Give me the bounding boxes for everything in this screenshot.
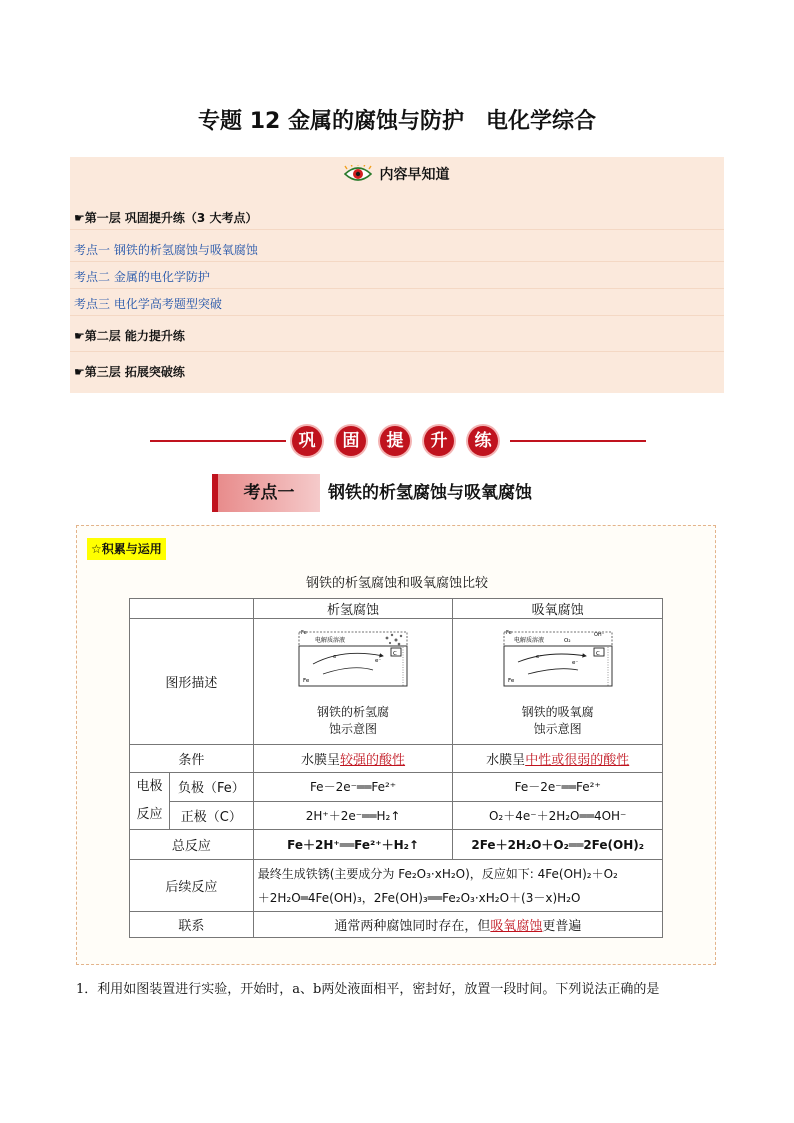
svg-text:Fe: Fe bbox=[301, 629, 307, 636]
svg-text:C: C bbox=[393, 650, 397, 657]
banner-char: 升 bbox=[424, 426, 454, 456]
positive-electrode-label: 正极（C） bbox=[169, 801, 253, 830]
oxygen-corrosion-diagram bbox=[498, 624, 618, 696]
svg-text:Fe: Fe bbox=[303, 677, 310, 684]
svg-text:e⁻: e⁻ bbox=[375, 657, 382, 664]
row-label-condition: 条件 bbox=[130, 745, 254, 773]
negative-hydrogen: Fe－2e⁻══Fe²⁺ bbox=[253, 773, 453, 802]
toc-point-3[interactable]: 考点三 电化学高考题型突破 bbox=[74, 297, 222, 311]
question-1: 1．利用如图装置进行实验，开始时，a、b两处液面相平，密封好，放置一段时间。下列说法正确的是 bbox=[76, 982, 660, 997]
section-banner bbox=[150, 424, 646, 458]
negative-electrode-label: 负极（Fe） bbox=[169, 773, 253, 802]
figure-hydrogen-cell bbox=[253, 619, 453, 745]
section-tag: 考点一 bbox=[212, 474, 320, 512]
comparison-table bbox=[129, 598, 663, 938]
figure-oxygen-cell bbox=[453, 619, 663, 745]
negative-oxygen: Fe－2e⁻══Fe²⁺ bbox=[453, 773, 663, 802]
table-caption: 钢铁的析氢腐蚀和吸氧腐蚀比较 bbox=[305, 576, 488, 591]
eye-icon bbox=[344, 165, 372, 183]
positive-oxygen: O₂＋4e⁻＋2H₂O══4OH⁻ bbox=[453, 801, 663, 830]
col-header-hydrogen: 析氢腐蚀 bbox=[253, 599, 453, 619]
contents-header-label: 内容早知道 bbox=[379, 166, 450, 183]
svg-text:Fe: Fe bbox=[507, 677, 514, 684]
knowledge-badge: ☆积累与运用 bbox=[87, 538, 166, 560]
contents-panel bbox=[70, 157, 724, 393]
svg-text:电解质溶液: 电解质溶液 bbox=[513, 636, 544, 644]
knowledge-box bbox=[76, 525, 716, 965]
banner-rule-left bbox=[150, 440, 286, 442]
document-title: 专题 12 金属的腐蚀与防护 电化学综合 bbox=[198, 109, 596, 134]
toc-point-2[interactable]: 考点二 金属的电化学防护 bbox=[74, 270, 210, 284]
contents-header bbox=[70, 163, 724, 184]
oxygen-corrosion-figure bbox=[498, 624, 618, 740]
condition-hydrogen: 水膜呈较强的酸性 bbox=[253, 745, 453, 773]
toc-layer-1[interactable]: ☛第一层 巩固提升练（3 大考点） bbox=[74, 211, 258, 225]
row-label-total: 总反应 bbox=[130, 830, 254, 860]
banner-char: 提 bbox=[380, 426, 410, 456]
section-heading bbox=[212, 474, 602, 512]
svg-text:OH⁻: OH⁻ bbox=[593, 631, 605, 638]
hydrogen-corrosion-figure bbox=[293, 624, 413, 740]
film-label: 电解质溶液 bbox=[315, 636, 346, 644]
toc-layer-2[interactable]: ☛第二层 能力提升练 bbox=[74, 329, 185, 343]
oxygen-figure-caption: 钢铁的吸氧腐蚀示意图 bbox=[521, 704, 594, 736]
condition-oxygen-emphasis: 中性或很弱的酸性 bbox=[525, 753, 630, 768]
banner-char: 固 bbox=[336, 426, 366, 456]
banner-rule-right bbox=[510, 440, 646, 442]
svg-text:e⁻: e⁻ bbox=[535, 653, 542, 660]
section-name: 钢铁的析氢腐蚀与吸氧腐蚀 bbox=[328, 483, 532, 503]
hydrogen-figure-caption: 钢铁的析氢腐蚀示意图 bbox=[317, 704, 390, 736]
positive-hydrogen: 2H⁺＋2e⁻══H₂↑ bbox=[253, 801, 453, 830]
row-label-figure: 图形描述 bbox=[130, 619, 254, 745]
svg-text:C: C bbox=[595, 650, 600, 657]
row-label-link: 联系 bbox=[130, 912, 254, 938]
follow-reaction: 最终生成铁锈(主要成分为 Fe₂O₃·xH₂O)，反应如下: 4Fe(OH)₂＋O₂ ＋2H₂O═4Fe(OH)₃，2Fe(OH)₃══Fe₂O₃·xH₂O＋(3－x)H₂O bbox=[253, 860, 662, 912]
condition-hydrogen-emphasis: 较强的酸性 bbox=[340, 753, 406, 768]
svg-text:e⁻: e⁻ bbox=[333, 653, 340, 660]
hydrogen-corrosion-diagram bbox=[293, 624, 413, 696]
col-header-oxygen: 吸氧腐蚀 bbox=[453, 599, 663, 619]
link-text: 通常两种腐蚀同时存在，但吸氧腐蚀更普遍 bbox=[253, 912, 662, 938]
toc-point-1[interactable]: 考点一 钢铁的析氢腐蚀与吸氧腐蚀 bbox=[74, 243, 258, 257]
toc-layer-3[interactable]: ☛第三层 拓展突破练 bbox=[74, 365, 185, 379]
link-emphasis: 吸氧腐蚀 bbox=[490, 919, 543, 934]
row-label-follow: 后续反应 bbox=[130, 860, 254, 912]
svg-text:e⁻: e⁻ bbox=[571, 659, 578, 666]
svg-text:O₂: O₂ bbox=[563, 637, 571, 644]
row-label-electrode: 电极 反应 bbox=[130, 773, 170, 830]
svg-text:Fe: Fe bbox=[505, 629, 512, 636]
banner-char: 巩 bbox=[292, 426, 322, 456]
total-oxygen: 2Fe＋2H₂O＋O₂══2Fe(OH)₂ bbox=[453, 830, 663, 860]
condition-oxygen: 水膜呈中性或很弱的酸性 bbox=[453, 745, 663, 773]
banner-char: 练 bbox=[468, 426, 498, 456]
total-hydrogen: Fe＋2H⁺══Fe²⁺＋H₂↑ bbox=[253, 830, 453, 860]
